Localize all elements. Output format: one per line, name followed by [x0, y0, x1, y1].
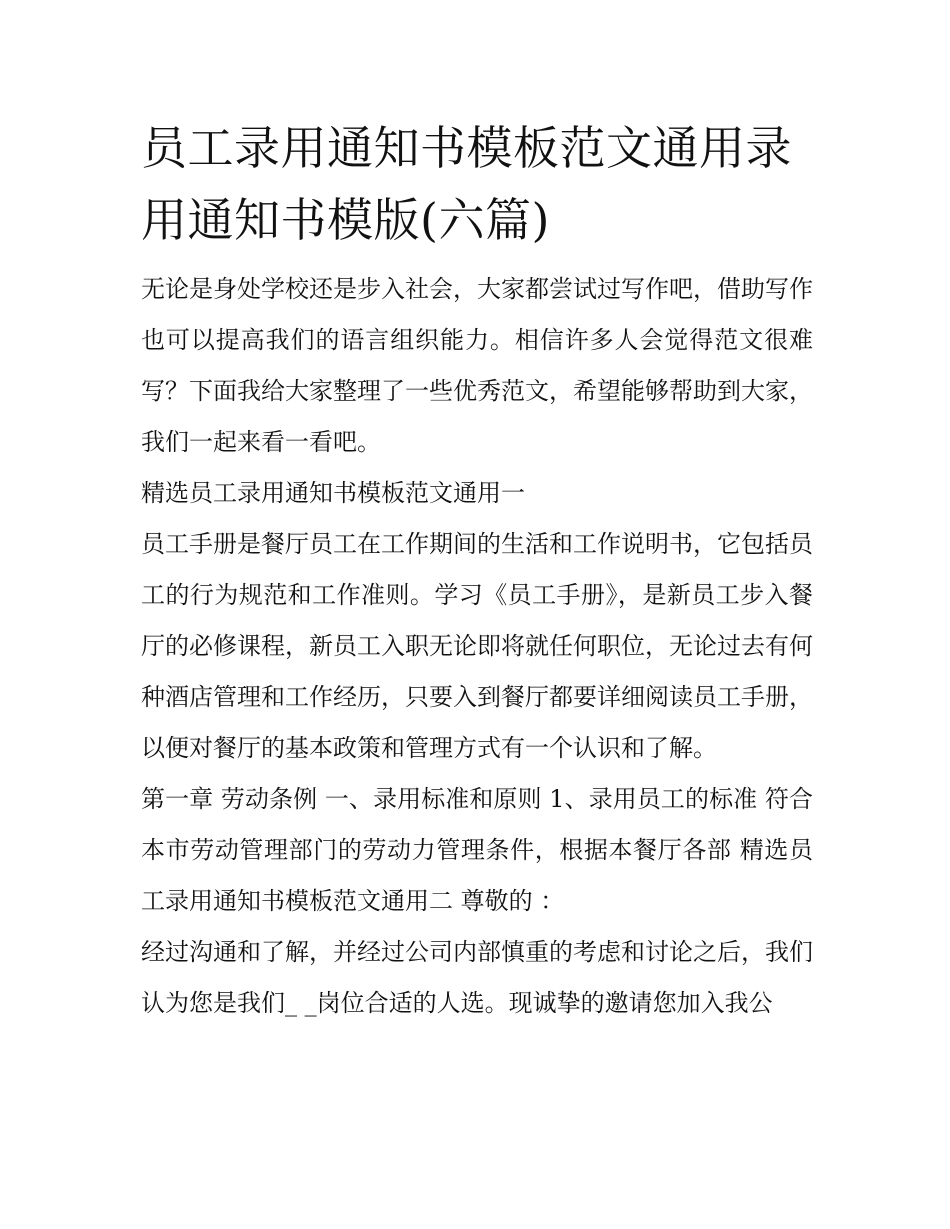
document-title: 员工录用通知书模板范文通用录用通知书模版(六篇) [141, 121, 792, 247]
intro-paragraph: 无论是身处学校还是步入社会，大家都尝试过写作吧，借助写作也可以提高我们的语言组织能力。相信许多人会觉得范文很难写？下面我给大家整理了一些优秀范文，希望能够帮助到大家，我们一起来看一看吧。 [141, 275, 813, 456]
handbook-paragraph: 员工手册是餐厅员工在工作期间的生活和工作说明书，它包括员工的行为规范和工作准则。学习《员工手册》，是新员工步入餐厅的必修课程，新员工入职无论即将就任何职位，无论过去有何种酒店管理和工作经历，只要入到餐厅都要详细阅读员工手册，以便对餐厅的基本政策和管理方式有一个认识和了解。 [141, 530, 813, 762]
section-heading-one: 精选员工录用通知书模板范文通用一 [141, 479, 525, 507]
offer-paragraph: 经过沟通和了解，并经过公司内部慎重的考虑和讨论之后，我们认为您是我们_ _岗位合适的人选。现诚挚的邀请您加入我公 [141, 938, 813, 1017]
document-page [141, 112, 813, 1029]
chapter-paragraph: 第一章 劳动条例 一、录用标准和原则 1、录用员工的标准 符合本市劳动管理部门的劳动力管理条件，根据本餐厅各部 精选员工录用通知书模板范文通用二 尊敬的 ： [141, 785, 813, 915]
